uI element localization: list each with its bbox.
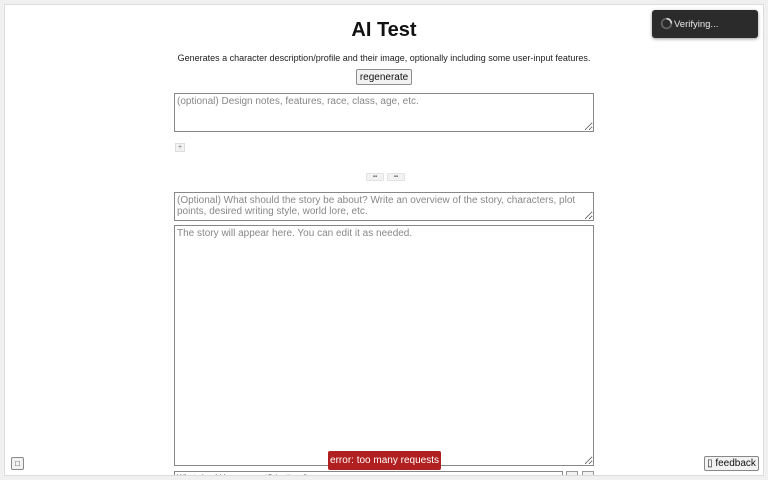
page-title: AI Test xyxy=(351,19,417,41)
small-action-button-1[interactable] xyxy=(566,471,578,476)
error-toast: error: too many requests xyxy=(328,451,441,470)
add-button[interactable]: + xyxy=(175,143,185,152)
regenerate-button[interactable]: regenerate xyxy=(356,69,412,85)
toggle-button-1[interactable]: ▪▪ xyxy=(366,173,384,181)
menu-icon: □ xyxy=(15,458,20,468)
feedback-button[interactable]: ▯ feedback xyxy=(704,456,759,471)
small-action-button-2[interactable] xyxy=(582,471,594,476)
toast-text: Verifying... xyxy=(674,18,719,30)
next-event-input[interactable] xyxy=(174,471,563,476)
story-prompt-input[interactable] xyxy=(174,192,594,221)
story-output-textarea[interactable] xyxy=(174,225,594,466)
app-frame xyxy=(4,4,764,476)
design-notes-input[interactable] xyxy=(174,93,594,132)
corner-menu-button[interactable] xyxy=(11,457,24,470)
spinner-icon xyxy=(660,17,673,30)
page-subtitle: Generates a character description/profile and their image, optionally including some user-input features. xyxy=(177,53,591,63)
toggle-button-2[interactable]: ▪▪ xyxy=(387,173,405,181)
verifying-toast xyxy=(652,10,758,38)
